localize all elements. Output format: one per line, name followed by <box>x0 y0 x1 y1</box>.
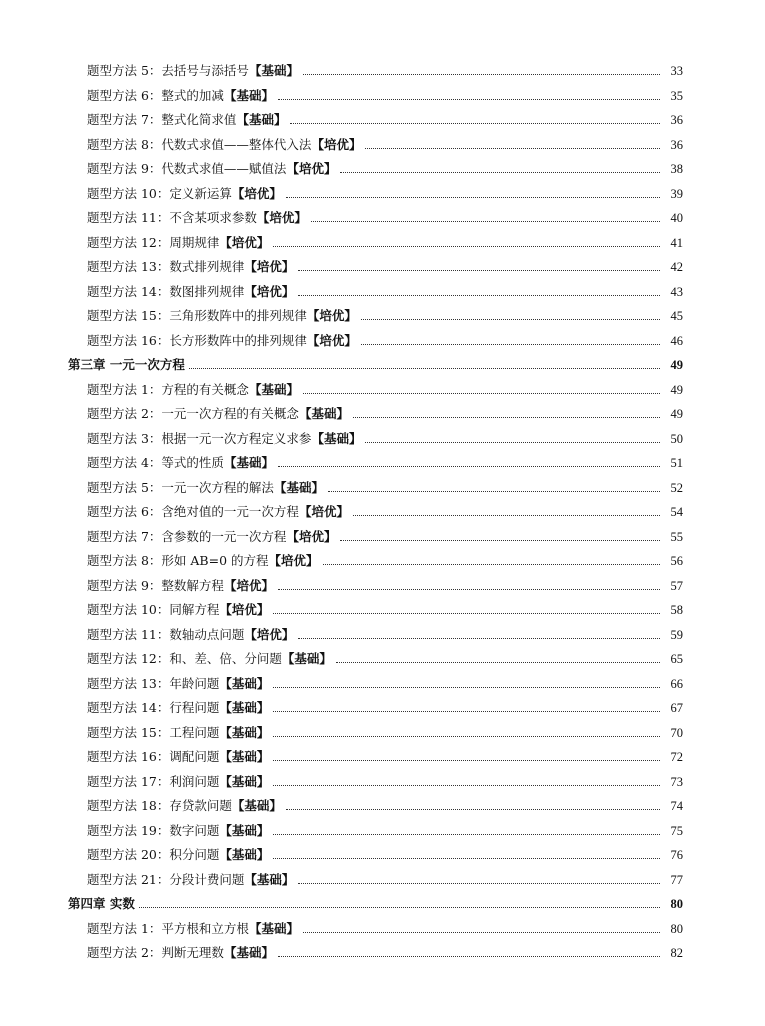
toc-method-entry[interactable] <box>0 157 765 182</box>
toc-dot-leader <box>273 833 660 835</box>
toc-method-entry[interactable] <box>0 770 765 795</box>
toc-entry-level-tag: 【基础】 <box>219 847 270 862</box>
toc-method-entry[interactable] <box>0 843 765 868</box>
toc-dot-leader <box>298 637 660 639</box>
toc-dot-leader <box>303 931 660 933</box>
toc-method-entry[interactable] <box>0 231 765 256</box>
toc-entry-title: 题型方法 1：方程的有关概念 <box>87 381 249 397</box>
toc-page-number: 42 <box>670 260 683 274</box>
toc-entry-title: 题型方法 14：数图排列规律 <box>87 283 245 299</box>
toc-page-number: 65 <box>670 652 683 666</box>
toc-dot-leader <box>273 759 660 761</box>
toc-dot-leader <box>278 98 660 100</box>
toc-entry-level-tag: 【培优】 <box>223 577 274 593</box>
toc-entry-level-tag: 【培优】 <box>219 602 270 617</box>
toc-page-number: 52 <box>670 480 683 495</box>
toc-entry-level-tag: 【基础】 <box>219 700 270 715</box>
toc-page-number: 36 <box>670 113 683 127</box>
toc-entry-level-tag: 【培优】 <box>286 528 337 544</box>
toc-page-number: 72 <box>670 750 683 764</box>
toc-entry-title: 题型方法 14：行程问题 <box>87 700 220 715</box>
toc-entry-level-tag: 【培优】 <box>256 210 307 225</box>
toc-method-entry[interactable] <box>0 133 765 158</box>
toc-entry-title: 题型方法 21：分段计费问题 <box>87 871 245 887</box>
toc-entry-level-tag: 【基础】 <box>298 406 349 421</box>
toc-page-number: 56 <box>670 554 683 568</box>
toc-dot-leader <box>273 784 660 786</box>
toc-entry-level-tag: 【基础】 <box>248 381 299 397</box>
toc-entry-level-tag: 【基础】 <box>223 945 274 960</box>
toc-dot-leader <box>139 906 660 908</box>
toc-entry-title: 题型方法 20：积分问题 <box>87 847 220 862</box>
toc-entry-level-tag: 【培优】 <box>231 185 282 201</box>
toc-method-entry[interactable] <box>0 476 765 501</box>
toc-entry-title: 题型方法 11：不含某项求参数 <box>87 210 257 225</box>
toc-entry-title: 题型方法 2：判断无理数 <box>87 945 224 960</box>
toc-page-number: 67 <box>670 701 683 715</box>
toc-dot-leader <box>273 735 660 737</box>
toc-entry-title: 题型方法 17：利润问题 <box>87 773 220 789</box>
toc-method-entry[interactable] <box>0 647 765 672</box>
toc-entry-title: 题型方法 3：根据一元一次方程定义求参 <box>87 430 312 446</box>
toc-method-entry[interactable] <box>0 525 765 550</box>
toc-dot-leader <box>273 686 660 688</box>
toc-method-entry[interactable] <box>0 280 765 305</box>
toc-entry-level-tag: 【培优】 <box>268 553 319 568</box>
toc-method-entry[interactable] <box>0 84 765 109</box>
toc-entry-level-tag: 【基础】 <box>219 675 270 691</box>
toc-dot-leader <box>290 122 660 124</box>
toc-page-number: 55 <box>670 529 683 544</box>
toc-entry-level-tag: 【培优】 <box>244 259 295 274</box>
toc-dot-leader <box>278 955 660 957</box>
toc-entry-title: 题型方法 18：存贷款问题 <box>87 798 232 813</box>
toc-dot-leader <box>273 857 660 859</box>
toc-page-number: 70 <box>670 725 683 740</box>
toc-dot-leader <box>328 490 660 492</box>
toc-entry-title: 题型方法 15：工程问题 <box>87 724 220 740</box>
toc-entry-title: 题型方法 5：一元一次方程的解法 <box>87 479 274 495</box>
toc-method-entry[interactable] <box>0 917 765 942</box>
toc-entry-title: 第四章 实数 <box>68 896 135 911</box>
toc-method-entry[interactable] <box>0 500 765 525</box>
toc-page-number: 35 <box>670 88 683 103</box>
toc-entry-level-tag: 【培优】 <box>219 234 270 250</box>
toc-dot-leader <box>286 196 660 198</box>
toc-page-number: 74 <box>670 799 683 813</box>
toc-dot-leader <box>278 588 660 590</box>
toc-dot-leader <box>365 147 660 149</box>
toc-entry-title: 题型方法 16：长方形数阵中的排列规律 <box>87 332 307 348</box>
toc-page-number: 50 <box>670 431 683 446</box>
toc-entry-title: 题型方法 6：含绝对值的一元一次方程 <box>87 504 299 519</box>
toc-entry-title: 题型方法 8：形如 AB=0 的方程 <box>87 553 269 568</box>
toc-page-number: 46 <box>670 333 683 348</box>
toc-entry-level-tag: 【基础】 <box>236 112 287 127</box>
toc-entry-level-tag: 【基础】 <box>231 798 282 813</box>
toc-page-number: 49 <box>670 382 683 397</box>
toc-page-number: 39 <box>670 186 683 201</box>
toc-method-entry[interactable] <box>0 721 765 746</box>
toc-entry-level-tag: 【基础】 <box>244 871 295 887</box>
toc-page-number: 40 <box>670 211 683 225</box>
toc-entry-level-tag: 【培优】 <box>311 136 362 152</box>
toc-page-number: 73 <box>670 774 683 789</box>
toc-method-entry[interactable] <box>0 598 765 623</box>
toc-page-number: 76 <box>670 848 683 862</box>
toc-entry-title: 题型方法 1：平方根和立方根 <box>87 920 249 936</box>
toc-dot-leader <box>278 465 660 467</box>
toc-entry-title: 题型方法 5：去括号与添括号 <box>87 63 249 78</box>
toc-dot-leader <box>273 710 660 712</box>
toc-dot-leader <box>365 441 660 443</box>
toc-method-entry[interactable] <box>0 206 765 231</box>
toc-method-entry[interactable] <box>0 378 765 403</box>
toc-page-number: 36 <box>670 137 683 152</box>
toc-entry-title: 题型方法 6：整式的加减 <box>87 87 224 103</box>
toc-chapter-entry[interactable] <box>0 353 765 378</box>
toc-page-number: 77 <box>670 872 683 887</box>
toc-method-entry[interactable] <box>0 255 765 280</box>
toc-entry-level-tag: 【基础】 <box>248 920 299 936</box>
toc-dot-leader <box>286 808 660 810</box>
toc-method-entry[interactable] <box>0 941 765 966</box>
toc-method-entry[interactable] <box>0 182 765 207</box>
toc-entry-level-tag: 【培优】 <box>244 283 295 299</box>
toc-method-entry[interactable] <box>0 304 765 329</box>
toc-entry-title: 第三章 一元一次方程 <box>68 357 185 372</box>
toc-method-entry[interactable] <box>0 108 765 133</box>
toc-entry-title: 题型方法 9：整数解方程 <box>87 577 224 593</box>
toc-method-entry[interactable] <box>0 574 765 599</box>
toc-dot-leader <box>340 171 660 173</box>
toc-entry-level-tag: 【基础】 <box>281 651 332 666</box>
toc-page-number: 33 <box>670 64 683 78</box>
toc-page-number: 49 <box>670 407 683 421</box>
toc-dot-leader <box>361 318 660 320</box>
table-of-contents <box>0 59 765 966</box>
toc-dot-leader <box>298 882 660 884</box>
toc-method-entry[interactable] <box>0 59 765 84</box>
toc-entry-title: 题型方法 7：整式化简求值 <box>87 112 237 127</box>
toc-dot-leader <box>361 343 660 345</box>
toc-dot-leader <box>298 269 660 271</box>
toc-dot-leader <box>336 661 660 663</box>
toc-method-entry[interactable] <box>0 794 765 819</box>
toc-dot-leader <box>273 612 660 614</box>
toc-entry-level-tag: 【基础】 <box>219 749 270 764</box>
toc-method-entry[interactable] <box>0 623 765 648</box>
toc-page-number: 66 <box>670 676 683 691</box>
toc-entry-title: 题型方法 12：周期规律 <box>87 234 220 250</box>
toc-dot-leader <box>353 416 660 418</box>
toc-page-number: 80 <box>670 897 683 911</box>
toc-entry-title: 题型方法 10：定义新运算 <box>87 185 232 201</box>
toc-entry-title: 题型方法 13：数式排列规律 <box>87 259 245 274</box>
toc-entry-level-tag: 【培优】 <box>298 504 349 519</box>
toc-method-entry[interactable] <box>0 427 765 452</box>
toc-method-entry[interactable] <box>0 329 765 354</box>
toc-page-number: 58 <box>670 603 683 617</box>
toc-method-entry[interactable] <box>0 745 765 770</box>
toc-page-number: 38 <box>670 162 683 176</box>
toc-method-entry[interactable] <box>0 402 765 427</box>
toc-page-number: 80 <box>670 921 683 936</box>
toc-method-entry[interactable] <box>0 672 765 697</box>
toc-entry-title: 题型方法 16：调配问题 <box>87 749 220 764</box>
toc-entry-level-tag: 【基础】 <box>219 773 270 789</box>
toc-entry-level-tag: 【培优】 <box>244 626 295 642</box>
toc-page-number: 54 <box>670 505 683 519</box>
toc-entry-title: 题型方法 2：一元一次方程的有关概念 <box>87 406 299 421</box>
toc-method-entry[interactable] <box>0 696 765 721</box>
toc-method-entry[interactable] <box>0 549 765 574</box>
toc-entry-title: 题型方法 7：含参数的一元一次方程 <box>87 528 287 544</box>
toc-page-number: 49 <box>670 358 683 372</box>
toc-entry-title: 题型方法 8：代数式求值——整体代入法 <box>87 136 312 152</box>
toc-dot-leader <box>303 73 660 75</box>
toc-dot-leader <box>353 514 660 516</box>
toc-entry-level-tag: 【基础】 <box>273 479 324 495</box>
toc-entry-title: 题型方法 13：年龄问题 <box>87 675 220 691</box>
toc-entry-title: 题型方法 4：等式的性质 <box>87 455 224 470</box>
toc-page-number: 57 <box>670 578 683 593</box>
toc-entry-title: 题型方法 15：三角形数阵中的排列规律 <box>87 308 307 323</box>
toc-entry-title: 题型方法 19：数字问题 <box>87 822 220 838</box>
toc-entry-title: 题型方法 11：数轴动点问题 <box>87 626 245 642</box>
toc-dot-leader <box>340 539 660 541</box>
toc-method-entry[interactable] <box>0 868 765 893</box>
toc-dot-leader <box>323 563 660 565</box>
toc-entry-title: 题型方法 9：代数式求值——赋值法 <box>87 161 287 176</box>
toc-method-entry[interactable] <box>0 451 765 476</box>
toc-page-number: 41 <box>670 235 683 250</box>
toc-page-number: 75 <box>670 823 683 838</box>
toc-entry-level-tag: 【基础】 <box>223 455 274 470</box>
toc-entry-title: 题型方法 12：和、差、倍、分问题 <box>87 651 282 666</box>
toc-entry-level-tag: 【基础】 <box>219 724 270 740</box>
toc-page-number: 51 <box>670 456 683 470</box>
toc-dot-leader <box>298 294 660 296</box>
toc-dot-leader <box>273 245 660 247</box>
toc-dot-leader <box>311 220 660 222</box>
toc-page-number: 59 <box>670 627 683 642</box>
toc-method-entry[interactable] <box>0 819 765 844</box>
toc-entry-title: 题型方法 10：同解方程 <box>87 602 220 617</box>
toc-entry-level-tag: 【基础】 <box>219 822 270 838</box>
toc-dot-leader <box>189 367 660 369</box>
toc-entry-level-tag: 【基础】 <box>223 87 274 103</box>
toc-entry-level-tag: 【培优】 <box>306 308 357 323</box>
toc-page-number: 82 <box>670 946 683 960</box>
toc-page-number: 43 <box>670 284 683 299</box>
toc-entry-level-tag: 【培优】 <box>306 332 357 348</box>
toc-dot-leader <box>303 392 660 394</box>
toc-page-number: 45 <box>670 309 683 323</box>
toc-entry-level-tag: 【基础】 <box>248 63 299 78</box>
toc-entry-level-tag: 【培优】 <box>286 161 337 176</box>
toc-chapter-entry[interactable] <box>0 892 765 917</box>
toc-entry-level-tag: 【基础】 <box>311 430 362 446</box>
